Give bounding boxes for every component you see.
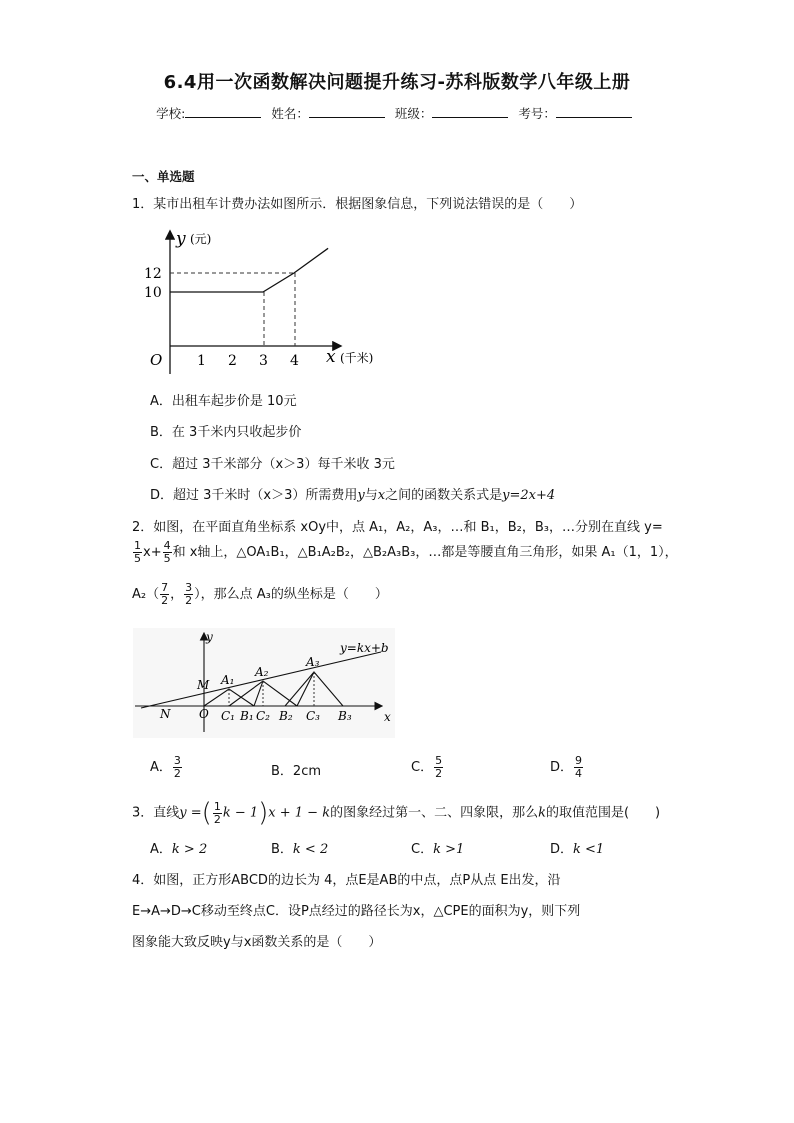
section-heading: 一、单选题 — [132, 169, 195, 184]
q3-c-text: k >1 — [433, 842, 465, 857]
q1-xtick-2: 2 — [228, 353, 237, 369]
q3-right-paren: ) — [258, 798, 269, 828]
q2-a2-pre: A₂（ — [132, 587, 160, 602]
q2-a2-post: ），那么点 A₃的纵坐标是（ ） — [194, 587, 388, 602]
q2-option-d[interactable] — [550, 755, 584, 780]
q2-option-c[interactable] — [411, 755, 444, 780]
q1-option-a[interactable]: A．出租车起步价是 10元 — [150, 394, 297, 409]
name-blank[interactable] — [309, 105, 385, 118]
q2-line2 — [132, 540, 678, 565]
q3-frac-half: $\frac{1}{2}$ — [213, 799, 221, 826]
q1-xtick-1: 1 — [197, 353, 206, 369]
page-title: 6.4用一次函数解决问题提升练习-苏科版数学八年级上册 — [163, 72, 631, 93]
q2-option-a[interactable] — [150, 755, 183, 780]
q3-d-text: k <1 — [573, 842, 605, 857]
q1-d-post: 之间的函数关系式是 — [385, 488, 503, 503]
class-label: 班级： — [394, 106, 433, 121]
q2-figure — [133, 628, 395, 738]
q2-a-frac: $\frac{3}{2}$ — [173, 754, 181, 780]
q1-fare-line — [170, 248, 328, 292]
q2-option-b[interactable]: B．2cm — [271, 764, 322, 779]
q2-point-a3: A₃ — [306, 655, 320, 669]
q2-d-frac: $\frac{9}{4}$ — [575, 754, 583, 780]
q2-point-c3: C₃ — [306, 709, 320, 723]
q1-option-d[interactable] — [150, 484, 555, 503]
q3-post-expr: x + 1 − k — [268, 805, 331, 821]
q2-x-label: x — [384, 710, 391, 724]
q3-k: k — [538, 805, 546, 821]
name-label: 姓名： — [271, 106, 309, 121]
q1-y-unit: (元) — [190, 232, 212, 246]
q2-line3 — [132, 582, 388, 607]
q2-line2-rest: 和 x轴上，△OA₁B₁，△B₁A₂B₂，△B₂A₃B₃，…都是等腰直角三角形，如果 A₁（1，1）， — [172, 545, 678, 560]
q3-a-label: A． — [150, 842, 172, 857]
q2-frac-3-2: $\frac{3}{2}$ — [185, 581, 193, 607]
q2-point-a2: A₂ — [255, 665, 269, 679]
q2-point-c2: C₂ — [256, 709, 270, 723]
q2-point-n: N — [160, 707, 171, 721]
q1-option-c[interactable]: C．超过 3千米部分（x＞3）每千米收 3元 — [150, 457, 395, 472]
exam-number-blank[interactable] — [556, 105, 632, 118]
q3-pre: 3．直线 — [132, 805, 180, 821]
q3-b-label: B． — [271, 842, 293, 857]
q1-stem: 1．某市出租车计费办法如图所示．根据图象信息，下列说法错误的是（ ） — [132, 197, 583, 212]
q3-tail: 的取值范围是( ) — [545, 805, 661, 821]
q2-frac-7-2: $\frac{7}{2}$ — [161, 581, 169, 607]
q2-point-b2: B₂ — [279, 709, 293, 723]
q3-option-d[interactable] — [550, 838, 604, 857]
student-info-line — [0, 104, 794, 122]
q2-y-label: y — [206, 630, 213, 644]
q3-c-label: C． — [411, 842, 434, 857]
q1-d-formula: y=2x+4 — [502, 488, 556, 503]
q3-k-minus-1: k − 1 — [222, 805, 259, 821]
q3-left-paren: ( — [201, 798, 212, 828]
q3-option-c[interactable] — [411, 838, 464, 857]
q1-d-x: x — [377, 488, 386, 503]
q3-a-text: k > 2 — [171, 842, 208, 857]
q2-d-label: D． — [550, 760, 574, 775]
q1-ytick-10: 10 — [144, 285, 162, 301]
q2-a-label: A． — [150, 760, 172, 775]
q1-x-label: x — [326, 347, 336, 367]
q1-origin: O — [150, 351, 163, 369]
q1-y-label: y — [176, 229, 186, 249]
q4-line2: E→A→D→C移动至终点C．设P点经过的路径长为x，△CPE的面积为y，则下列 — [132, 904, 581, 919]
q3-option-b[interactable] — [271, 838, 328, 857]
q1-d-y: y — [357, 488, 365, 503]
q3-stem — [132, 798, 660, 828]
q2-x-plus: x+ — [143, 545, 162, 560]
q2-point-a1: A₁ — [221, 673, 235, 687]
q1-d-pre: D．超过 3千米时（x＞3）所需费用 — [150, 488, 358, 503]
q4-line3: 图象能大致反映y与x函数关系的是（ ） — [132, 935, 382, 950]
school-label: 学校: — [156, 106, 186, 121]
q1-ytick-12: 12 — [144, 266, 162, 282]
q3-y-eq: y = — [179, 805, 202, 821]
class-blank[interactable] — [432, 105, 508, 118]
q2-line1: 2．如图，在平面直角坐标系 xOy中，点 A₁，A₂，A₃，…和 B₁，B₂，B₃，…分别在直线 y= — [132, 520, 663, 535]
q2-point-o: O — [199, 707, 209, 721]
q2-point-c1: C₁ — [221, 709, 235, 723]
q2-frac-1-5: $\frac{1}{5}$ — [134, 539, 141, 565]
q2-frac-4-5: $\frac{4}{5}$ — [163, 539, 171, 565]
q1-graph — [140, 226, 400, 376]
q2-c-label: C． — [411, 760, 434, 775]
q4-line1: 4．如图，正方形ABCD的边长为 4，点E是AB的中点，点P从点 E出发，沿 — [132, 873, 561, 888]
q3-b-text: k < 2 — [292, 842, 329, 857]
q1-xtick-4: 4 — [290, 353, 299, 369]
q2-comma: ， — [170, 587, 184, 602]
q2-point-m: M — [197, 678, 210, 692]
q2-point-b3: B₃ — [338, 709, 352, 723]
q1-option-b[interactable]: B．在 3千米内只收起步价 — [150, 425, 302, 440]
school-blank[interactable] — [185, 105, 261, 118]
q2-c-frac: $\frac{5}{2}$ — [435, 754, 443, 780]
q1-xtick-3: 3 — [259, 353, 268, 369]
q3-post: 的图象经过第一、二、四象限，那么 — [330, 805, 539, 821]
q3-d-label: D． — [550, 842, 574, 857]
exam-number-label: 考号： — [518, 106, 556, 121]
q2-line-label: y=kx+b — [340, 641, 389, 655]
q2-point-b1: B₁ — [240, 709, 254, 723]
q1-d-mid: 与 — [364, 488, 378, 503]
q3-option-a[interactable] — [150, 838, 207, 857]
q1-x-unit: (千米) — [340, 351, 374, 365]
